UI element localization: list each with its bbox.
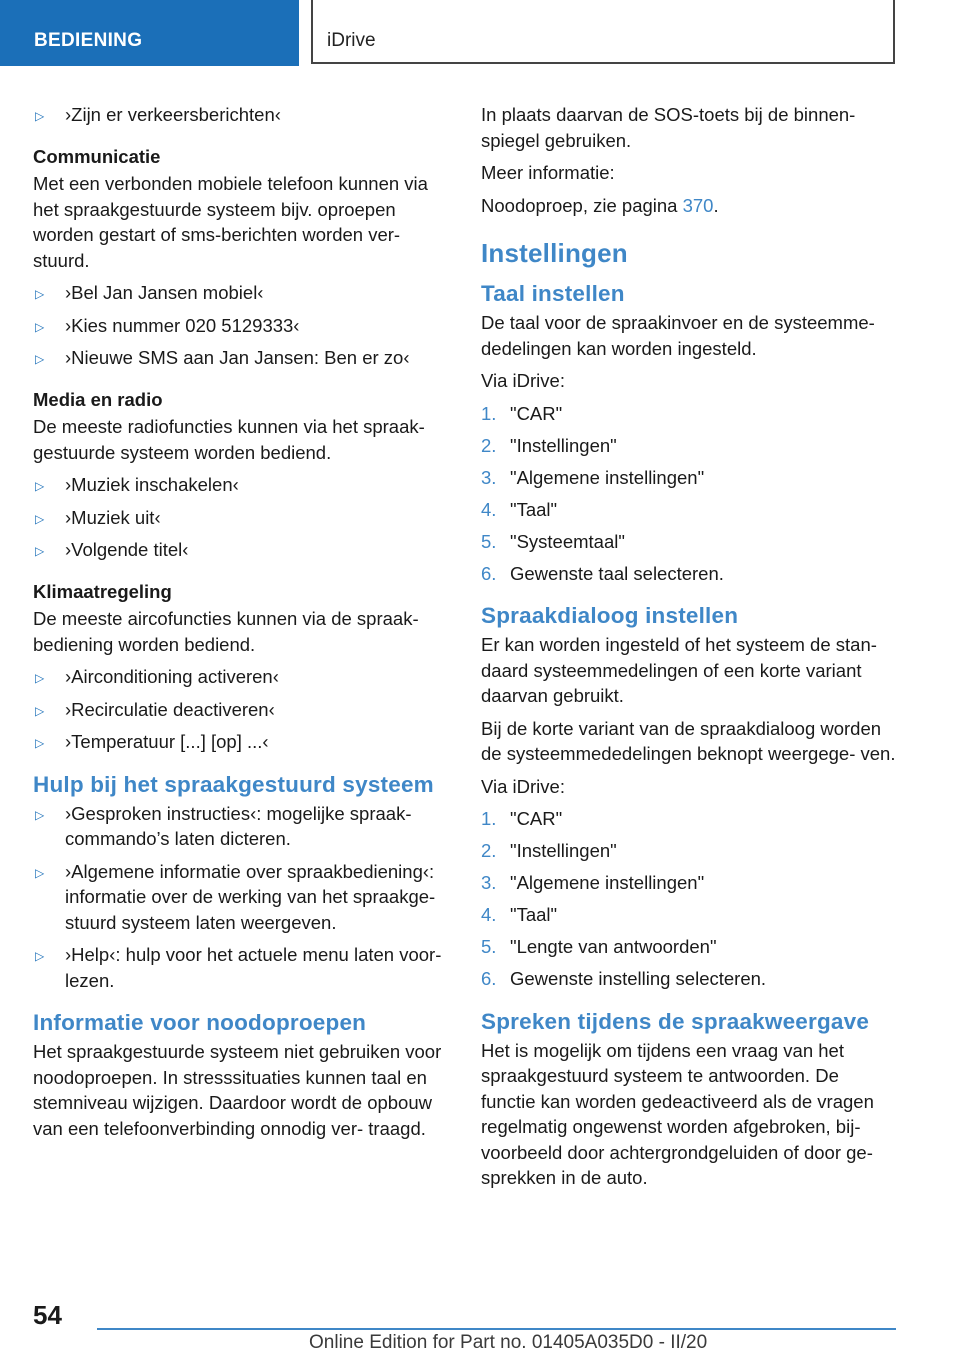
heading-hulp: Hulp bij het spraakgestuurd systeem [33,771,434,797]
paragraph: De meeste radiofuncties kunnen via het spraak‐ gestuurde systeem worden bediend. [33,416,425,463]
triangle-bullet-icon: ▷ [35,949,45,963]
list-item: ▷ ›Algemene informatie over spraakbediening‹: informatie over de werking van het spraakge‐ stuurd systeem laten weergeven. [35,860,436,933]
list-item: ▷ ›Nieuwe SMS aan Jan Jansen: Ben er zo‹ [33,345,448,371]
list-item: ▷ ›Volgende titel‹ [33,537,448,563]
list-item: ▷ ›Temperatuur [...] [op] ...‹ [33,729,448,755]
subheading-media: Media en radio [33,388,163,410]
step-number: 3. [481,466,497,488]
section-title: BEDIENING [34,30,143,51]
footer-divider [97,1328,896,1330]
paragraph: In plaats daarvan de SOS-toets bij de binnen‐ spiegel gebruiken. [481,104,856,151]
right-column [481,102,896,1198]
triangle-bullet-icon: ▷ [35,479,45,493]
step-item: 5. "Lengte van antwoorden" [481,934,896,960]
paragraph: De meeste aircofuncties kunnen via de spraak‐ bediening worden bediend. [33,608,419,655]
list-item: ▷ ›Help‹: hulp voor het actuele menu laten voor‐ lezen. [35,944,442,991]
step-number: 1. [481,808,497,829]
paragraph: Het spraakgestuurde systeem niet gebruiken voor noodoproepen. In stresssituaties kunnen taal en stemniveau wijzigen. Daardoor wordt de opbouw van een telefoonverbinding onnodig ver‐ traagd. [33,1041,442,1139]
step-number: 2. [481,840,497,861]
list-item: ▷ ›Gesproken instructies‹: mogelijke spraak‐ commando’s laten dicteren. [35,802,412,849]
step-item: 4. "Taal" [481,497,896,523]
step-item: 6. Gewenste instelling selecteren. [481,966,896,992]
step-number: 4. [481,904,497,925]
heading-noodoproepen: Informatie voor noodoproepen [33,1010,367,1035]
list-item: ▷ ›Muziek inschakelen‹ [33,472,448,498]
heading-spreken: Spreken tijdens de spraakweergave [481,1008,870,1034]
heading-instellingen: Instellingen [481,238,628,268]
steps-list [481,806,896,992]
paragraph: Met een verbonden mobiele telefoon kunnen via het spraakgestuurde systeem bijv. oproepen worden gestart of sms-berichten worden ver‐ stuurd. [33,173,428,271]
chapter-title: iDrive [327,30,376,51]
triangle-bullet-icon: ▷ [35,703,45,718]
list-item: ▷ ›Airconditioning activeren‹ [33,664,448,690]
triangle-bullet-icon: ▷ [35,865,45,880]
triangle-bullet-icon: ▷ [35,287,45,301]
page-number: 54 [33,1300,62,1330]
heading-taal: Taal instellen [481,281,625,306]
triangle-bullet-icon: ▷ [35,511,45,526]
triangle-bullet-icon: ▷ [35,736,45,750]
step-number: 5. [481,530,497,552]
step-item: 6. Gewenste taal selecteren. [481,561,896,587]
chapter-tab [311,0,895,64]
paragraph-reference: Noodoproep, zie pagina 370. [481,194,719,216]
step-number: 6. [481,562,497,584]
subheading-communicatie: Communicatie [33,145,161,167]
page-link[interactable]: 370 [682,194,714,216]
triangle-bullet-icon: ▷ [35,807,45,822]
triangle-bullet-icon: ▷ [35,352,45,366]
list-item: ▷ ›Kies nummer 020 5129333‹ [33,313,448,339]
paragraph: Via iDrive: [481,775,565,797]
step-item: 3. "Algemene instellingen" [481,465,896,491]
step-item: 2. "Instellingen" [481,838,896,864]
steps-list [481,401,896,587]
step-item: 1. "CAR" [481,401,896,427]
paragraph: Het is mogelijk om tijdens een vraag van het spraakgestuurd systeem te antwoorden. De functie kan worden gedeactiveerd als de vragen regelmatig ongewenst worden afgebroken, bij‐ voorbeeld door achtergrondgeluiden of door ge‐ sprekken in de auto. [481,1039,874,1188]
list-item: ▷ ›Recirculatie deactiveren‹ [33,697,448,723]
list-item: ▷ ›Muziek uit‹ [33,505,448,531]
paragraph: Meer informatie: [481,162,615,183]
triangle-bullet-icon: ▷ [35,671,45,685]
section-tab [0,0,299,66]
triangle-bullet-icon: ▷ [35,109,45,123]
paragraph: Via iDrive: [481,370,565,391]
step-number: 5. [481,936,497,957]
step-item: 2. "Instellingen" [481,433,896,459]
subheading-klimaat: Klimaatregeling [33,580,172,602]
step-number: 3. [481,872,497,893]
step-item: 1. "CAR" [481,806,896,832]
list-item: ▷ ›Bel Jan Jansen mobiel‹ [33,280,448,306]
step-number: 4. [481,498,497,520]
paragraph: Bij de korte variant van de spraakdialoog worden de systeemmededelingen beknopt weergege‐ ven. [481,717,896,764]
step-item: 5. "Systeemtaal" [481,529,896,555]
list-item: ▷ ›Zijn er verkeersberichten‹ [33,102,448,128]
step-item: 4. "Taal" [481,902,896,928]
step-number: 1. [481,402,497,424]
triangle-bullet-icon: ▷ [35,319,45,334]
paragraph: De taal voor de spraakinvoer en de systeemme‐ dedelingen kan worden ingesteld. [481,312,875,359]
heading-spraakdialoog: Spraakdialoog instellen [481,603,739,628]
left-column [33,102,448,1148]
step-item: 3. "Algemene instellingen" [481,870,896,896]
step-number: 6. [481,968,497,989]
step-number: 2. [481,434,497,456]
footer-edition: Online Edition for Part no. 01405A035D0 - II/20 [309,1332,708,1353]
paragraph: Er kan worden ingesteld of het systeem de stan‐ daard systeemmedelingen of een korte variant daarvan gebruikt. [481,634,877,706]
triangle-bullet-icon: ▷ [35,544,45,558]
